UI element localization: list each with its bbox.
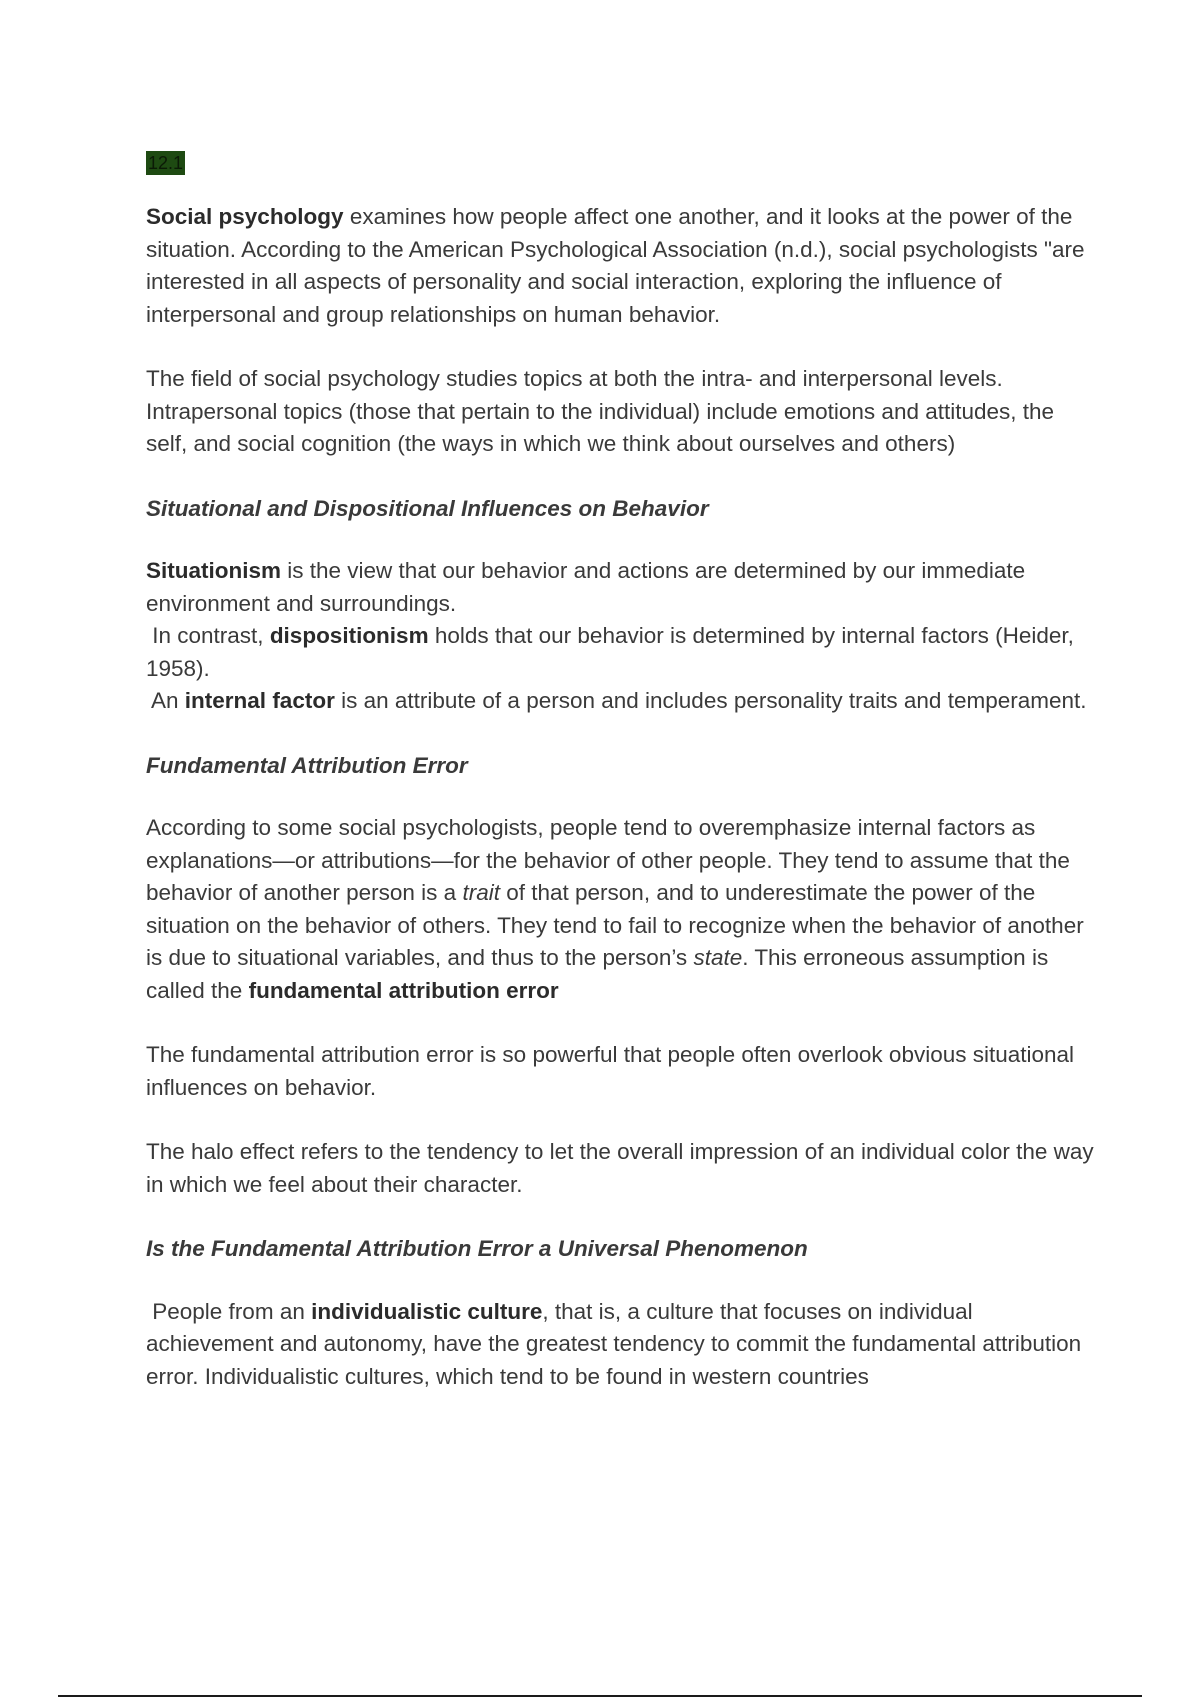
fae-text-1: According to some social psychologists, people tend to overemphasize internal factors as explanations—or attributions—for the behavior of other people. They tend to assume that the behavior of another person is a [146,815,1070,905]
internal-factor-text: is an attribute of a person and includes personality traits and temperament. [334,688,1087,713]
halo-effect-paragraph: The halo effect refers to the tendency to let the overall impression of an individual color the way in which we feel about their character. [146,1139,1094,1197]
intro-paragraph-text: examines how people affect one another, and it looks at the power of the situation. According to the American Psychological Association (n.d.), social psychologists "are interested in all aspects of personality and social interaction, exploring the influence of interpersonal and group relationships on human behavior. [146,204,1085,327]
term-fundamental-attribution-error: fundamental attribution error [248,977,559,1003]
internal-factor-line [146,685,1096,718]
internal-factor-lead: An [146,688,185,713]
situationism-text: is the view that our behavior and actions are determined by our immediate environment and surroundings. [146,558,1026,616]
dispositionism-lead: In contrast, [146,623,270,648]
situationism-line [146,555,1096,620]
page-bottom-rule [58,1695,1142,1697]
individualistic-paragraph [146,1296,1096,1394]
individualistic-lead: People from an [146,1298,312,1324]
fae-paragraph [146,812,1096,1007]
dispositionism-text: holds that our behavior is determined by internal factors (Heider, 1958). [146,623,1074,681]
dispositionism-line [146,620,1096,685]
term-trait: trait [462,880,500,905]
levels-paragraph: The field of social psychology studies topics at both the intra- and interpersonal levels. Intrapersonal topics (those that pertain to the individual) include emotions and attitudes, the self, and social cognition (the ways in which we think about ourselves and others) [146,366,1055,456]
heading-fundamental-attribution-error: Fundamental Attribution Error [146,752,468,778]
individualistic-text: , that is, a culture that focuses on individual achievement and autonomy, have the greatest tendency to commit the fundamental attribution error. Individualistic cultures, which tend to be found in western countries [146,1298,1082,1389]
term-situationism: Situationism [146,558,282,583]
term-state: state [693,945,743,970]
powerful-paragraph: The fundamental attribution error is so powerful that people often overlook obvious situational influences on behavior. [146,1042,1075,1100]
heading-situational-dispositional: Situational and Dispositional Influences on Behavior [146,495,709,521]
definitions-paragraph [146,555,1096,718]
section-number-tag: 12.1 [148,153,184,173]
heading-universal-phenomenon: Is the Fundamental Attribution Error a Universal Phenomenon [146,1236,808,1261]
term-internal-factor: internal factor [184,688,335,713]
fae-text-3: . This erroneous assumption is called the [146,945,1049,1003]
intro-paragraph [146,201,1096,331]
term-dispositionism: dispositionism [269,623,429,648]
term-individualistic-culture: individualistic culture [311,1298,543,1324]
fae-text-2: of that person, and to underestimate the power of the situation on the behavior of others. They tend to fail to recognize when the behavior of another is due to situational variables, and thus to the person’s [146,880,1084,970]
term-social-psychology: Social psychology [146,204,344,229]
document-page [146,146,1096,1425]
